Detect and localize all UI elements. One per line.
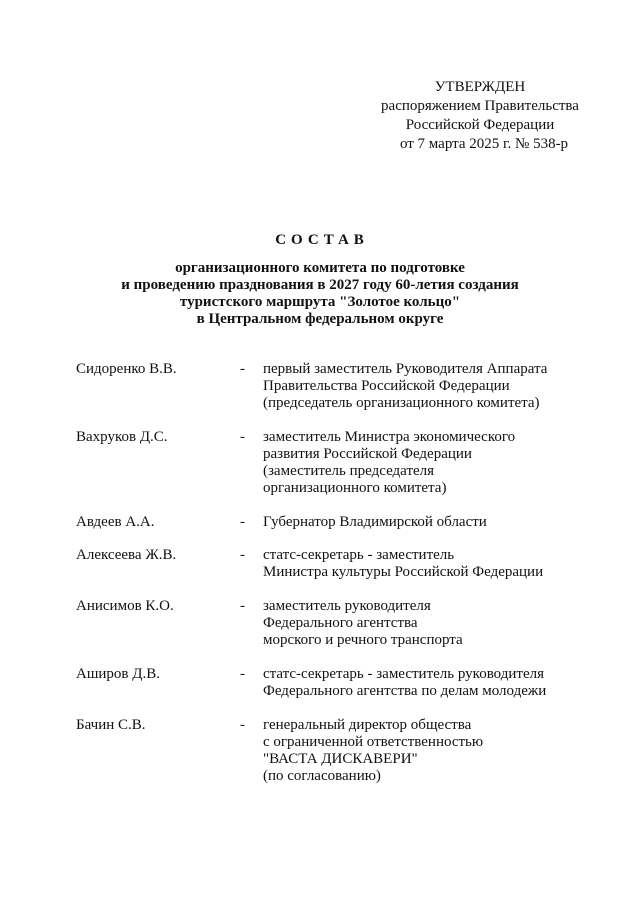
- subtitle-line: туристского маршрута "Золотое кольцо": [179, 294, 461, 310]
- member-row: [76, 514, 596, 531]
- document-subtitle: [0, 260, 640, 328]
- member-role: [263, 429, 515, 497]
- member-role-line: статс-секретарь - заместитель руководителя: [263, 666, 545, 682]
- member-role-line: статс-секретарь - заместитель: [263, 547, 455, 563]
- member-role-line: организационного комитета): [263, 480, 447, 496]
- member-role-line: развития Российской Федерации: [263, 446, 472, 462]
- member-role-line: морского и речного транспорта: [263, 632, 463, 648]
- member-row: [76, 361, 596, 412]
- member-dash: -: [240, 598, 245, 614]
- member-row: [76, 666, 596, 700]
- member-role-line: Федерального агентства: [263, 615, 418, 631]
- member-role: [263, 666, 546, 700]
- member-dash: -: [240, 547, 245, 563]
- member-name: Анисимов К.О.: [76, 598, 174, 614]
- approval-decree-number: от 7 марта 2025 г. № 538-р: [399, 136, 569, 152]
- document-title: СОСТАВ: [275, 232, 369, 248]
- member-row: [76, 547, 596, 581]
- member-dash: -: [240, 666, 245, 682]
- member-role-line: заместитель руководителя: [263, 598, 431, 614]
- member-role-line: заместитель Министра экономического: [263, 429, 516, 445]
- member-dash: -: [240, 429, 245, 445]
- member-role-line: (председатель организационного комитета): [263, 395, 540, 411]
- member-role: [263, 717, 483, 785]
- approval-heading: УТВЕРЖДЕН: [434, 79, 526, 95]
- subtitle-line: и проведению празднования в 2027 году 60-летия создания: [121, 277, 519, 293]
- committee-member-list: [76, 361, 596, 785]
- member-row: [76, 429, 596, 497]
- member-name: Бачин С.В.: [76, 717, 146, 733]
- member-role-line: Губернатор Владимирской области: [263, 514, 487, 530]
- member-row: [76, 717, 596, 785]
- member-role-line: с ограниченной ответственностью: [263, 734, 484, 750]
- member-name: Авдеев А.А.: [76, 514, 155, 530]
- member-name: Сидоренко В.В.: [76, 361, 177, 377]
- approval-line-1: распоряжением Правительства: [381, 98, 579, 114]
- member-role: [263, 514, 487, 531]
- member-role-line: (по согласованию): [263, 768, 381, 784]
- member-dash: -: [240, 514, 245, 530]
- member-dash: -: [240, 717, 245, 733]
- member-role-line: (заместитель председателя: [263, 463, 435, 479]
- member-row: [76, 598, 596, 649]
- member-role-line: первый заместитель Руководителя Аппарата: [263, 361, 548, 377]
- approval-line-2: Российской Федерации: [405, 117, 555, 133]
- member-name: Вахруков Д.С.: [76, 429, 168, 445]
- member-role-line: Федерального агентства по делам молодежи: [263, 683, 547, 699]
- approval-block: [320, 78, 640, 154]
- title-block: [0, 230, 640, 328]
- member-role-line: Правительства Российской Федерации: [263, 378, 510, 394]
- member-name: Аширов Д.В.: [76, 666, 160, 682]
- subtitle-line: организационного комитета по подготовке: [175, 260, 465, 276]
- member-role-line: "ВАСТА ДИСКАВЕРИ": [263, 751, 418, 767]
- member-role: [263, 361, 547, 412]
- member-role: [263, 598, 463, 649]
- member-role-line: генеральный директор общества: [263, 717, 472, 733]
- member-dash: -: [240, 361, 245, 377]
- member-role-line: Министра культуры Российской Федерации: [263, 564, 544, 580]
- subtitle-line: в Центральном федеральном округе: [196, 311, 444, 327]
- member-name: Алексеева Ж.В.: [76, 547, 177, 563]
- member-role: [263, 547, 543, 581]
